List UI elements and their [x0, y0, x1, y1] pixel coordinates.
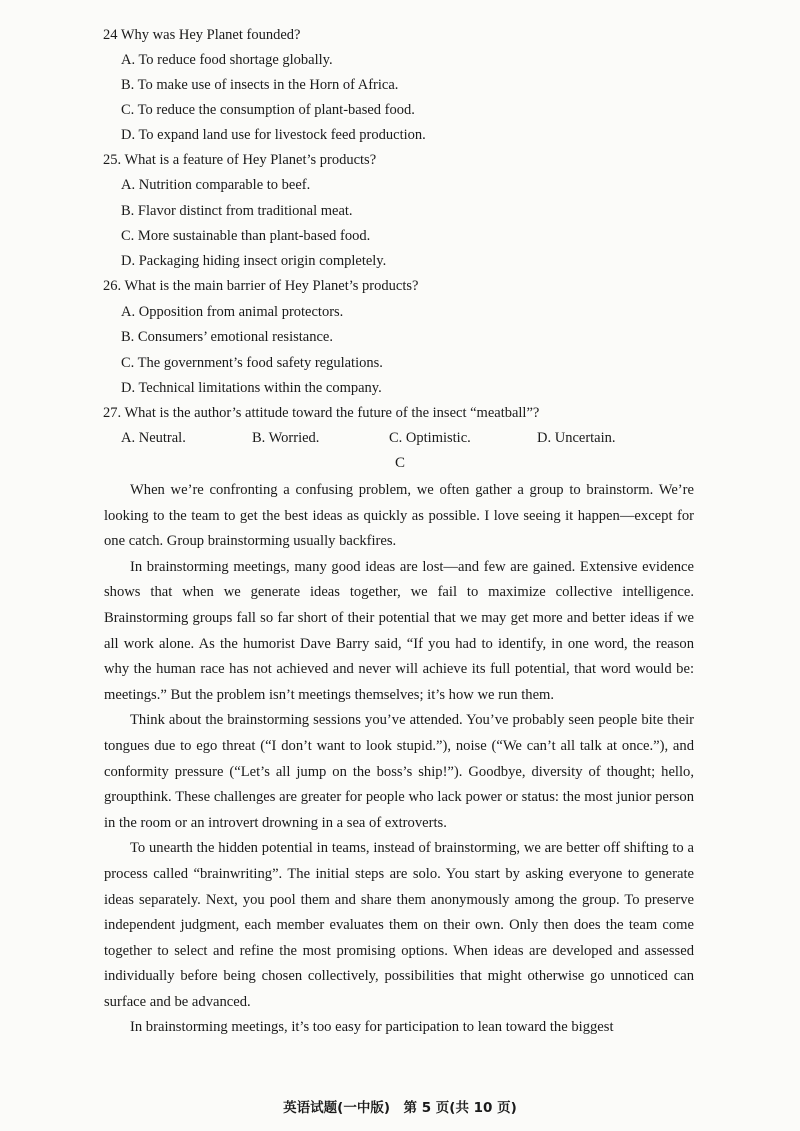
- question-24-option-c: C. To reduce the consumption of plant-based food.: [121, 102, 415, 118]
- question-25-option-d: D. Packaging hiding insect origin completely.: [121, 253, 387, 269]
- question-27-stem: 27. What is the author’s attitude toward the future of the insect “meatball”?: [103, 405, 540, 421]
- question-24-stem: 24 Why was Hey Planet founded?: [103, 27, 301, 43]
- question-27-option-d: D. Uncertain.: [537, 430, 616, 446]
- question-26-option-d: D. Technical limitations within the company.: [121, 380, 382, 396]
- question-25-option-b: B. Flavor distinct from traditional meat.: [121, 203, 353, 219]
- question-26-stem: 26. What is the main barrier of Hey Planet’s products?: [103, 278, 419, 294]
- question-26-option-a: A. Opposition from animal protectors.: [121, 304, 344, 320]
- section-heading: C: [394, 455, 405, 471]
- passage-paragraph: Think about the brainstorming sessions you’ve attended. You’ve probably seen people bite their tongues due to ego threat (“I don’t want to look stupid.”), noise (“We can’t all talk at once.”), and conformity pressure (“Let’s all jump on the boss’s ship!”). Goodbye, diversity of thought; hello, groupthink. These challenges are greater for people who lack power or status: the most junior person in the room or an introvert drowning in a sea of extroverts.: [104, 712, 694, 831]
- reading-passage: [104, 478, 694, 1041]
- passage-paragraph: In brainstorming meetings, it’s too easy for participation to lean toward the biggest: [130, 1019, 614, 1036]
- passage-paragraph: In brainstorming meetings, many good ideas are lost—and few are gained. Extensive evidence shows that when we generate ideas together, we fail to maximize collective intelligence. Brainstorming groups fall so far short of their potential that we may get more and better ideas if we all work alone. As the humorist Dave Barry said, “If you had to identify, in one word, the reason why the human race has not achieved and never will achieve its full potential, that word would be: meetings.” But the problem isn’t meetings themselves; it’s how we run them.: [104, 558, 694, 703]
- question-27-option-c: C. Optimistic.: [389, 430, 471, 446]
- question-24-option-a: A. To reduce food shortage globally.: [121, 52, 333, 68]
- question-25-option-a: A. Nutrition comparable to beef.: [121, 177, 311, 193]
- question-27-option-b: B. Worried.: [252, 430, 320, 446]
- passage-paragraph: To unearth the hidden potential in teams, instead of brainstorming, we are better off shifting to a process called “brainwriting”. The initial steps are solo. You start by asking everyone to generate ideas separately. Next, you pool them and share them anonymously among the group. To preserve independent judgment, each member evaluates them on their own. Only then does the team come together to select and refine the most promising options. When ideas are developed and assessed individually before being chosen collectively, possibilities that might otherwise go unnoticed can surface and be advanced.: [104, 840, 694, 1010]
- question-26-option-c: C. The government’s food safety regulations.: [121, 355, 383, 371]
- question-25-option-c: C. More sustainable than plant-based food.: [121, 228, 371, 244]
- question-27-options: [121, 430, 681, 447]
- passage-paragraph: When we’re confronting a confusing problem, we often gather a group to brainstorm. We’re looking to the team to get the best ideas as quickly as possible. I love seeing it happen—except for one catch. Group brainstorming usually backfires.: [104, 482, 694, 550]
- question-26-option-b: B. Consumers’ emotional resistance.: [121, 329, 333, 345]
- question-25-stem: 25. What is a feature of Hey Planet’s products?: [103, 152, 377, 168]
- question-24-option-d: D. To expand land use for livestock feed production.: [121, 127, 426, 143]
- question-24-option-b: B. To make use of insects in the Horn of Africa.: [121, 77, 399, 93]
- page-footer: 英语试题(一中版) 第 5 页(共 10 页): [283, 1100, 517, 1116]
- question-27-option-a: A. Neutral.: [121, 430, 186, 446]
